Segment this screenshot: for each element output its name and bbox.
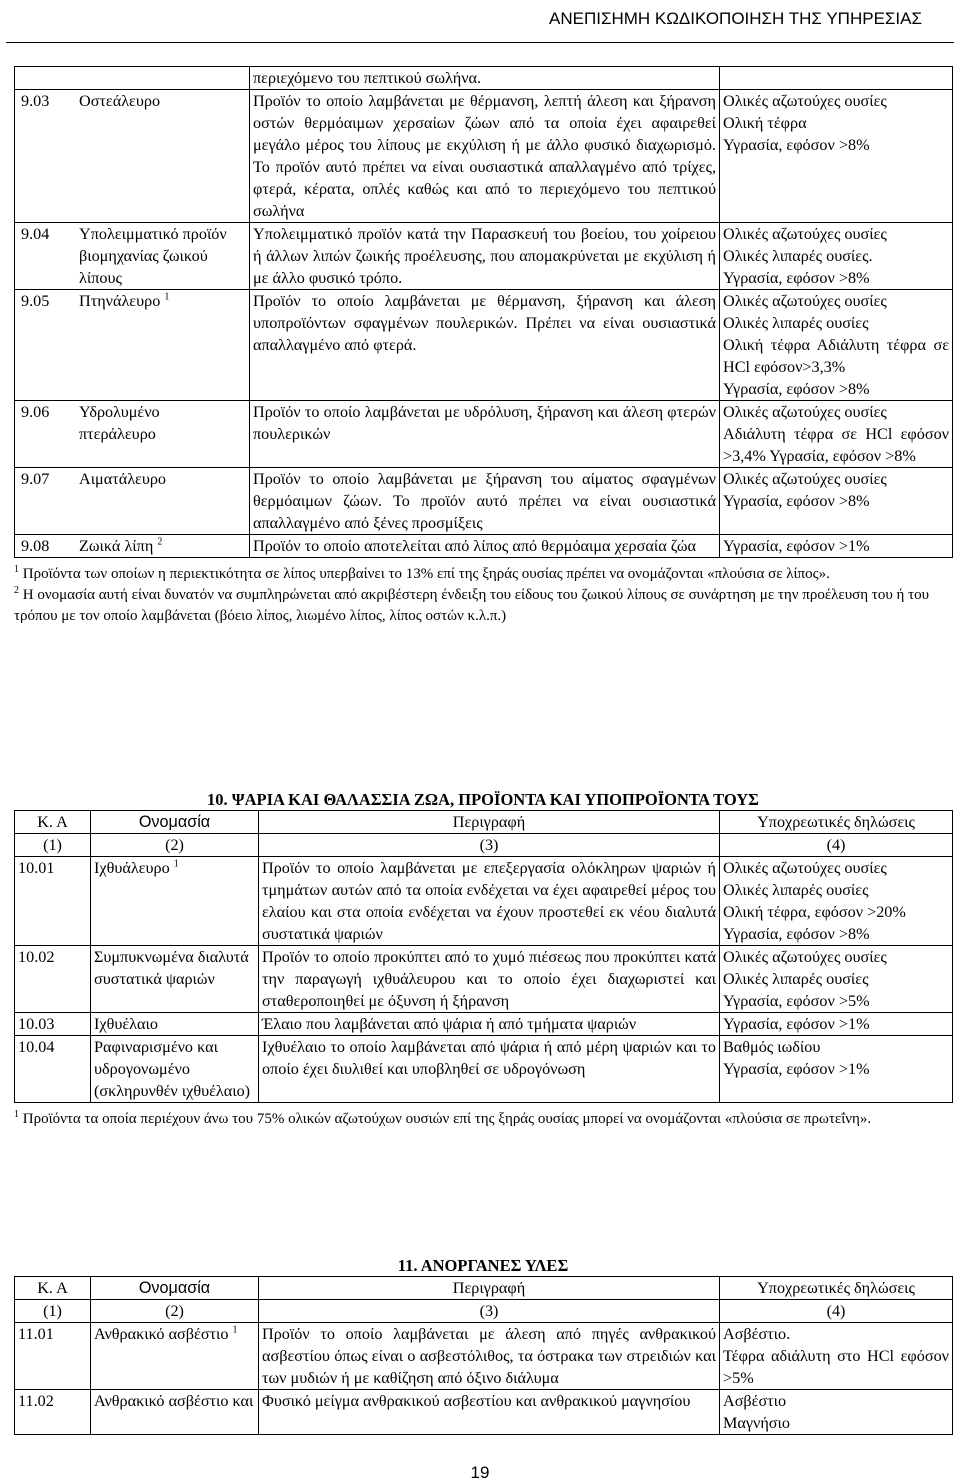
footnote-marker: 1 — [173, 858, 179, 870]
item-code-name — [15, 223, 250, 290]
declaration-line: Υγρασία, εφόσον >8% — [723, 136, 870, 154]
declaration-line: Ολικές λιπαρές ουσίες — [723, 970, 869, 988]
item-name: Ιχθυάλευρο — [94, 859, 170, 877]
item-declarations — [720, 857, 953, 946]
footnote-marker: 1 — [164, 291, 170, 303]
declaration-line: Υγρασία, εφόσον >8% — [723, 492, 870, 510]
item-description: Προϊόν το οποίο λαμβάνεται με άλεση από πηγές ανθρακικού ασβεστίου όπως είναι ο ασβεστόλιθος, τα όστρακα των στρειδιών και των μυδιών ή με καθίζηση από όξινο διάλυμα — [259, 1323, 720, 1390]
declaration-line: Ασβέστιο — [723, 1392, 787, 1410]
declaration-line: Βαθμός ιωδίου — [723, 1038, 821, 1056]
table-row — [15, 67, 953, 90]
declaration-line: Ολικές αζωτούχες ουσίες — [723, 292, 887, 310]
table-row — [15, 1323, 953, 1390]
declaration-line: Υγρασία, εφόσον >8% — [723, 380, 870, 398]
col-num-2: (2) — [91, 1300, 259, 1323]
footnote — [14, 585, 952, 627]
item-name-cell — [91, 1036, 259, 1103]
item-declarations — [720, 535, 953, 558]
item-name: Αιματάλευρο — [79, 470, 167, 488]
table-row — [15, 90, 953, 223]
item-declarations — [720, 1390, 953, 1435]
col-name-header: Ονομασία — [91, 1277, 259, 1300]
item-name-cell — [91, 946, 259, 1013]
declaration-line: Ολικές αζωτούχες ουσίες — [723, 948, 887, 966]
section11-table — [14, 1276, 953, 1435]
declaration-line: Ολικές λιπαρές ουσίες — [723, 881, 869, 899]
declaration-line: Τέφρα αδιάλυτη στο HCl εφόσον >5% — [723, 1347, 949, 1387]
declaration-line: Ολικές αζωτούχες ουσίες — [723, 859, 887, 877]
footnote-text: Προϊόντα των οποίων η περιεκτικότητα σε λίπος υπερβαίνει το 13% επί της ξηράς ουσίας πρέπει να ονομάζονται «πλούσια σε λίπος». — [22, 566, 830, 582]
item-name-wrap — [79, 535, 229, 557]
item-name: Ανθρακικό ασβέστιο — [94, 1325, 229, 1343]
table-row — [15, 1036, 953, 1103]
col-decl-header: Υποχρεωτικές δηλώσεις — [720, 1277, 953, 1300]
table-row — [15, 401, 953, 468]
item-code-name — [15, 290, 250, 401]
item-code-name — [15, 535, 250, 558]
section11-title: 11. ΑΝΟΡΓΑΝΕΣ ΥΛΕΣ — [397, 1256, 569, 1275]
section9-table-block — [14, 66, 952, 627]
declaration-line: Ολικές λιπαρές ουσίες. — [723, 247, 873, 265]
footnote-marker: 1 — [14, 1109, 19, 1120]
declaration-line: Υγρασία, εφόσον >5% — [723, 992, 870, 1010]
table-header-row — [15, 811, 953, 834]
section10-footnote — [14, 1109, 952, 1130]
item-name: Υδρολυμένο πτεράλευρο — [79, 403, 160, 443]
declaration-line: Υγρασία, εφόσον >1% — [723, 537, 870, 555]
item-code-name — [15, 401, 250, 468]
item-code-name — [15, 90, 250, 223]
declaration-line: Ολικές λιπαρές ουσίες — [723, 314, 869, 332]
declaration-line: Υγρασία, εφόσον >1% — [723, 1015, 870, 1033]
col-num-2: (2) — [91, 834, 259, 857]
declaration-line: Μαγνήσιο — [723, 1414, 790, 1432]
item-description: Προϊόν το οποίο λαμβάνεται με ξήρανση του αίματος σφαγμένων θερμόαιμων ζώων. Το προϊόν αυτό πρέπει να είναι ουσιαστικά απαλλαγμένο από ξένες προσμίξεις — [250, 468, 720, 535]
item-name-wrap — [79, 401, 229, 445]
declaration-line: Ασβέστιο. — [723, 1325, 791, 1343]
item-name-wrap — [79, 290, 229, 312]
item-name-wrap — [79, 90, 229, 112]
declaration-line: Ολικές αζωτούχες ουσίες — [723, 470, 887, 488]
table-row — [15, 290, 953, 401]
item-code: 11.01 — [15, 1323, 91, 1390]
col-num-4: (4) — [720, 834, 953, 857]
declaration-line: Υγρασία, εφόσον >8% — [723, 925, 870, 943]
table-row — [15, 223, 953, 290]
item-name: Πτηνάλευρο — [79, 292, 161, 310]
item-name: Ζωικά λίπη — [79, 537, 154, 555]
item-name: Ιχθυέλαιο — [94, 1015, 158, 1033]
col-decl-header: Υποχρεωτικές δηλώσεις — [720, 811, 953, 834]
declaration-line: Ολικές αζωτούχες ουσίες — [723, 92, 887, 110]
table-row — [15, 946, 953, 1013]
item-description: Προϊόν το οποίο λαμβάνεται με επεξεργασία ολόκληρων ψαριών ή τμημάτων αυτών από τα οποία ενδέχεται να έχει αφαιρεθεί μέρος του ελαίου και στα οποία ενδέχεται να έχουν προστεθεί εκ νέου διαλυτά συστατικά ψαριών — [259, 857, 720, 946]
declaration-line: Υγρασία, εφόσον >1% — [723, 1060, 870, 1078]
table-row — [15, 1390, 953, 1435]
header-divider — [6, 42, 954, 43]
footnote-marker: 1 — [14, 564, 19, 575]
declaration-line: Ολική τέφρα — [723, 114, 807, 132]
item-code: 10.01 — [15, 857, 91, 946]
table-number-row — [15, 1300, 953, 1323]
item-name: Ανθρακικό ασβέστιο και — [94, 1392, 254, 1410]
item-name: Ραφιναρισμένο και υδρογονωμένο (σκληρυνθέν ιχθυέλαιο) — [94, 1038, 251, 1100]
item-description: Προϊόν το οποίο λαμβάνεται με θέρμανση, ξήρανση και άλεση υποπροϊόντων σφαγμένων πουλερικών. Πρέπει να είναι ουσιαστικά απαλλαγμένο από φτερά. — [250, 290, 720, 401]
table-number-row — [15, 834, 953, 857]
item-code: 10.03 — [15, 1013, 91, 1036]
col-num-3: (3) — [259, 1300, 720, 1323]
item-code: 9.03 — [21, 92, 50, 110]
section9-footnotes — [14, 564, 952, 627]
item-code: 9.07 — [21, 470, 50, 488]
table-row — [15, 468, 953, 535]
table-row — [15, 1013, 953, 1036]
item-code: 11.02 — [15, 1390, 91, 1435]
declaration-line: Ολικές αζωτούχες ουσίες — [723, 403, 887, 421]
page-number: 19 — [470, 1463, 490, 1482]
item-description: Έλαιο που λαμβάνεται από ψάρια ή από τμήματα ψαριών — [259, 1013, 720, 1036]
item-declarations — [720, 1323, 953, 1390]
item-declarations — [720, 946, 953, 1013]
item-declarations — [720, 401, 953, 468]
col-num-4: (4) — [720, 1300, 953, 1323]
item-name-wrap — [79, 223, 229, 289]
item-declarations — [720, 90, 953, 223]
footnote-marker: 2 — [14, 585, 19, 596]
col-code-header: Κ. Α — [15, 1277, 91, 1300]
item-description: Προϊόν το οποίο αποτελείται από λίπος από θερμόαιμα χερσαία ζώα — [250, 535, 720, 558]
table-row — [15, 535, 953, 558]
item-code: 10.04 — [15, 1036, 91, 1103]
item-name-cell — [91, 857, 259, 946]
item-description: Προϊόν το οποίο λαμβάνεται με θέρμανση, λεπτή άλεση και ξήρανση οστών θερμόαιμων χερσαίων ζώων από τα οποία έχει αφαιρεθεί μεγάλο μέρος του λίπους με εκχύλιση ή με άλλο φυσικό διαχωρισμό. Το προϊόν αυτό πρέπει να είναι ουσιαστικά απαλλαγμένο από τρίχες, φτερά, κέρατα, οπλές καθώς και από το περιεχόμενο του πεπτικού σωλήνα — [250, 90, 720, 223]
item-declarations — [720, 1036, 953, 1103]
item-description: Προϊόν το οποίο προκύπτει από το χυμό πιέσεως που προκύπτει κατά την παραγωγή ιχθυάλευρου και το οποίο έχει διαχωριστεί και σταθεροποιηθεί με όξυνση ή ξήρανση — [259, 946, 720, 1013]
item-name-wrap — [79, 468, 229, 490]
item-declarations — [720, 1013, 953, 1036]
item-name: Οστεάλευρο — [79, 92, 161, 110]
col-num-3: (3) — [259, 834, 720, 857]
section9-table — [14, 66, 953, 558]
item-name: Συμπυκνωμένα διαλυτά συστατικά ψαριών — [94, 948, 249, 988]
item-code: 10.02 — [15, 946, 91, 1013]
item-code-name — [15, 468, 250, 535]
declaration-line: Ολική τέφρα, εφόσον >20% — [723, 903, 906, 921]
col-desc-header: Περιγραφή — [259, 811, 720, 834]
item-name-cell — [91, 1323, 259, 1390]
continuation-text: περιεχόμενο του πεπτικού σωλήνα. — [250, 67, 720, 90]
item-declarations — [720, 468, 953, 535]
item-code: 9.08 — [21, 537, 50, 555]
section10-table — [14, 810, 953, 1103]
item-code: 9.04 — [21, 225, 50, 243]
item-description: Υπολειμματικό προϊόν κατά την Παρασκευή του βοείου, του χοίρειου ή άλλων λιπών ζωικής προέλευσης, που απομακρύνεται με εκχύλιση ή με άλλο φυσικό τρόπο. — [250, 223, 720, 290]
footnote-marker: 2 — [157, 536, 163, 548]
item-declarations — [720, 223, 953, 290]
item-name-cell — [91, 1013, 259, 1036]
item-code: 9.05 — [21, 292, 50, 310]
item-description: Ιχθυέλαιο το οποίο λαμβάνεται από ψάρια ή από μέρη ψαριών και το οποίο έχει διυλιθεί και υποβληθεί σε υδρογόνωση — [259, 1036, 720, 1103]
section10-block — [14, 790, 952, 1130]
declaration-line: Υγρασία, εφόσον >8% — [723, 269, 870, 287]
item-code: 9.06 — [21, 403, 50, 421]
footnote-text: Η ονομασία αυτή είναι δυνατόν να συμπληρώνεται από ακριβέστερη ένδειξη του είδους του ζωικού λίπους σε συνάρτηση με την προέλευση του ή του τρόπου με τον οποίο λαμβάνεται (βόειο λίπος, λιωμένο λίπος, λίπος οστών κ.λ.π.) — [14, 587, 930, 624]
page-header-title: ΑΝΕΠΙΣΗΜΗ ΚΩΔΙΚΟΠΟΙΗΣΗ ΤΗΣ ΥΠΗΡΕΣΙΑΣ — [548, 9, 922, 28]
item-description: Φυσικό μείγμα ανθρακικού ασβεστίου και ανθρακικού μαγνησίου — [259, 1390, 720, 1435]
footnote-text: Προϊόντα τα οποία περιέχουν άνω του 75% ολικών αζωτούχων ουσιών επί της ξηράς ουσίας μπορεί να ονομάζονται «πλούσια σε πρωτεΐνη». — [22, 1111, 872, 1127]
item-name: Υπολειμματικό προϊόν βιομηχανίας ζωικού λίπους — [79, 225, 227, 287]
section11-block — [14, 1256, 952, 1435]
item-declarations — [720, 290, 953, 401]
col-num-1: (1) — [15, 834, 91, 857]
section10-title: 10. ΨΑΡΙΑ ΚΑΙ ΘΑΛΑΣΣΙΑ ΖΩΑ, ΠΡΟΪΟΝΤΑ ΚΑΙ ΥΠΟΠΡΟΪΟΝΤΑ ΤΟΥΣ — [207, 790, 759, 809]
table-row — [15, 857, 953, 946]
footnote-marker: 1 — [232, 1324, 238, 1336]
col-code-header: Κ. Α — [15, 811, 91, 834]
col-desc-header: Περιγραφή — [259, 1277, 720, 1300]
item-name-cell — [91, 1390, 259, 1435]
declaration-line: Αδιάλυτη τέφρα σε HCl εφόσον >3,4% Υγρασία, εφόσον >8% — [723, 425, 949, 465]
col-name-header: Ονομασία — [91, 811, 259, 834]
footnote — [14, 564, 952, 585]
item-description: Προϊόν το οποίο λαμβάνεται με υδρόλυση, ξήρανση και άλεση φτερών πουλερικών — [250, 401, 720, 468]
declaration-line: Ολική τέφρα Αδιάλυτη τέφρα σε HCl εφόσον>3,3% — [723, 336, 949, 376]
col-num-1: (1) — [15, 1300, 91, 1323]
table-header-row — [15, 1277, 953, 1300]
declaration-line: Ολικές αζωτούχες ουσίες — [723, 225, 887, 243]
